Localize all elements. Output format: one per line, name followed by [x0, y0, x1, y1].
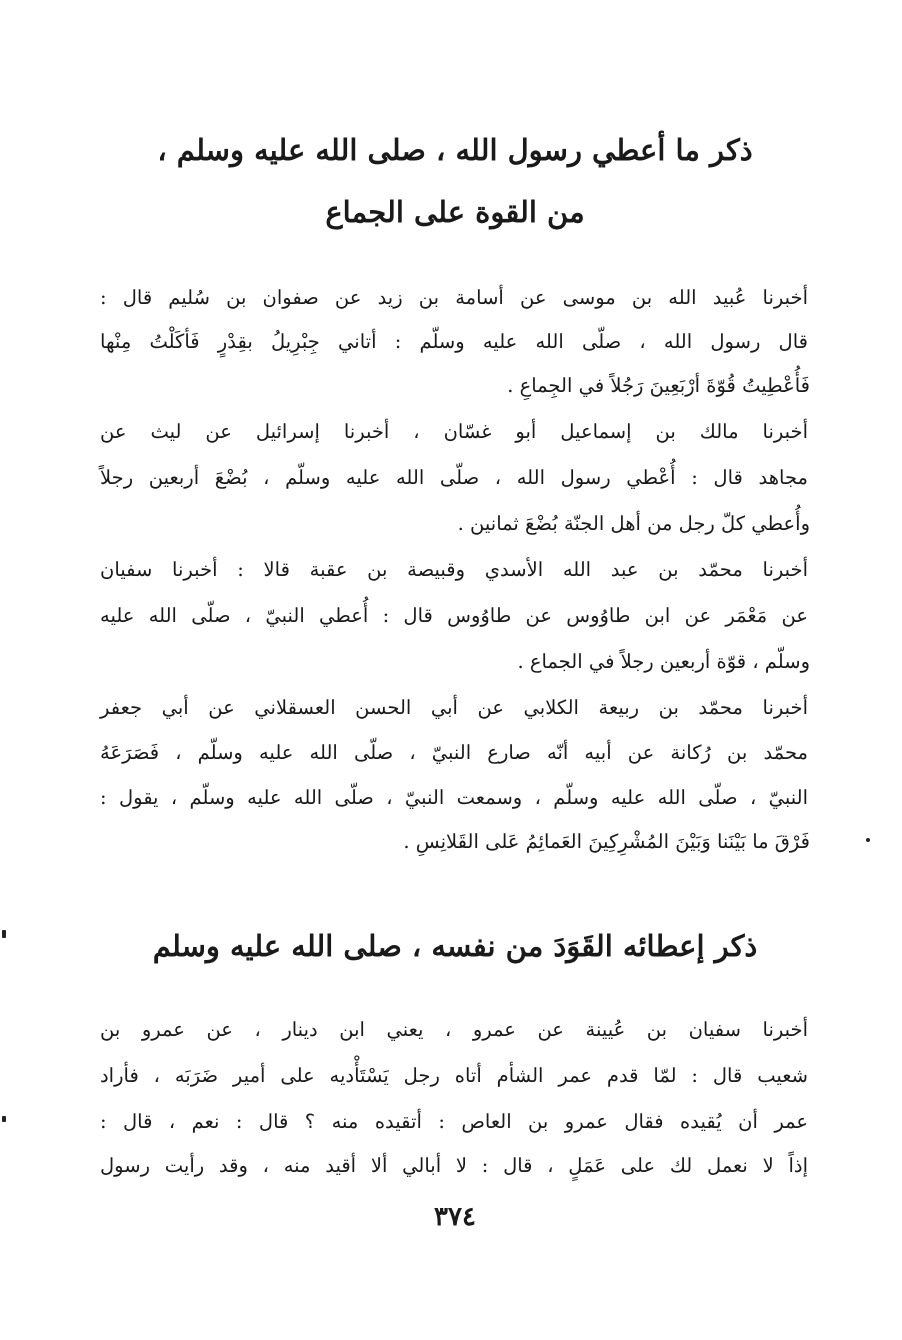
paragraph-line: إذاً لا نعمل لك على عَمَلٍ ، قال : لا أبالي ألا أقيد منه ، وقد رأيت رسول [100, 1154, 808, 1177]
section-title-line-1: ذكر ما أعطي رسول الله ، صلى الله عليه وسلم ، [157, 133, 753, 167]
paragraph-line: محمّد بن رُكانة عن أبيه أنّه صارع النبيّ ، صلّى الله عليه وسلّم ، فَصَرَعَهُ [100, 741, 808, 764]
section-title-line-2: من القوة على الجماع [325, 195, 585, 229]
paragraph-line: وأُعطي كلّ رجل من أهل الجنّة بُضْعَ ثمانين . [457, 512, 810, 535]
section-title: ذكر إعطائه القَوَدَ من نفسه ، صلى الله عليه وسلم [152, 929, 758, 963]
paragraph-line: النبيّ ، صلّى الله عليه وسلّم ، وسمعت النبيّ ، صلّى الله عليه وسلّم ، يقول : [100, 786, 808, 809]
scan-speck [866, 838, 870, 842]
scan-speck [2, 1116, 6, 1122]
scan-speck [2, 930, 6, 938]
paragraph-line: قال رسول الله ، صلّى الله عليه وسلّم : أتاني جِبْرِيلُ بقِدْرٍ فَأكَلْتُ مِنْها [100, 330, 808, 353]
paragraph-line: مجاهد قال : أُعْطي رسول الله ، صلّى الله عليه وسلّم ، بُضْعَ أربعين رجلاً [100, 466, 808, 489]
paragraph-line: وسلّم ، قوّة أربعين رجلاً في الجماع . [517, 650, 810, 673]
paragraph-line: أخبرنا مالك بن إسماعيل أبو غسّان ، أخبرنا إسرائيل عن ليث عن [100, 420, 808, 443]
paragraph-line: عمر أن يُقيده فقال عمرو بن العاص : أتقيده منه ؟ قال : نعم ، قال : [100, 1110, 808, 1133]
paragraph-line: شعيب قال : لمّا قدم عمر الشأم أتاه رجل يَسْتَأْديه على أمير ضَرَبَه ، فأراد [100, 1064, 808, 1087]
paragraph-line: أخبرنا محمّد بن عبد الله الأسدي وقبيصة بن عقبة قالا : أخبرنا سفيان [100, 558, 808, 581]
page-number: ٣٧٤ [434, 1202, 476, 1232]
paragraph-line: أخبرنا سفيان بن عُيينة عن عمرو ، يعني ابن دينار ، عن عمرو بن [100, 1018, 808, 1041]
paragraph-line: أخبرنا عُبيد الله بن موسى عن أسامة بن زيد عن صفوان بن سُليم قال : [100, 286, 808, 309]
paragraph-line: فَرْقَ ما بَيْنَنا وَبَيْنَ المُشْرِكِينَ العَمائِمُ عَلى القَلانِسِ . [403, 830, 810, 853]
paragraph-line: عن مَعْمَر عن ابن طاوُوس عن طاوُوس قال : أُعطي النبيّ ، صلّى الله عليه [100, 604, 808, 627]
paragraph-line: أخبرنا محمّد بن ربيعة الكلابي عن أبي الحسن العسقلاني عن أبي جعفر [100, 696, 808, 719]
paragraph-line: فَأُعْطِيتُ قُوّةَ أرْبَعِينَ رَجُلاً في الجِماعِ . [507, 374, 810, 397]
